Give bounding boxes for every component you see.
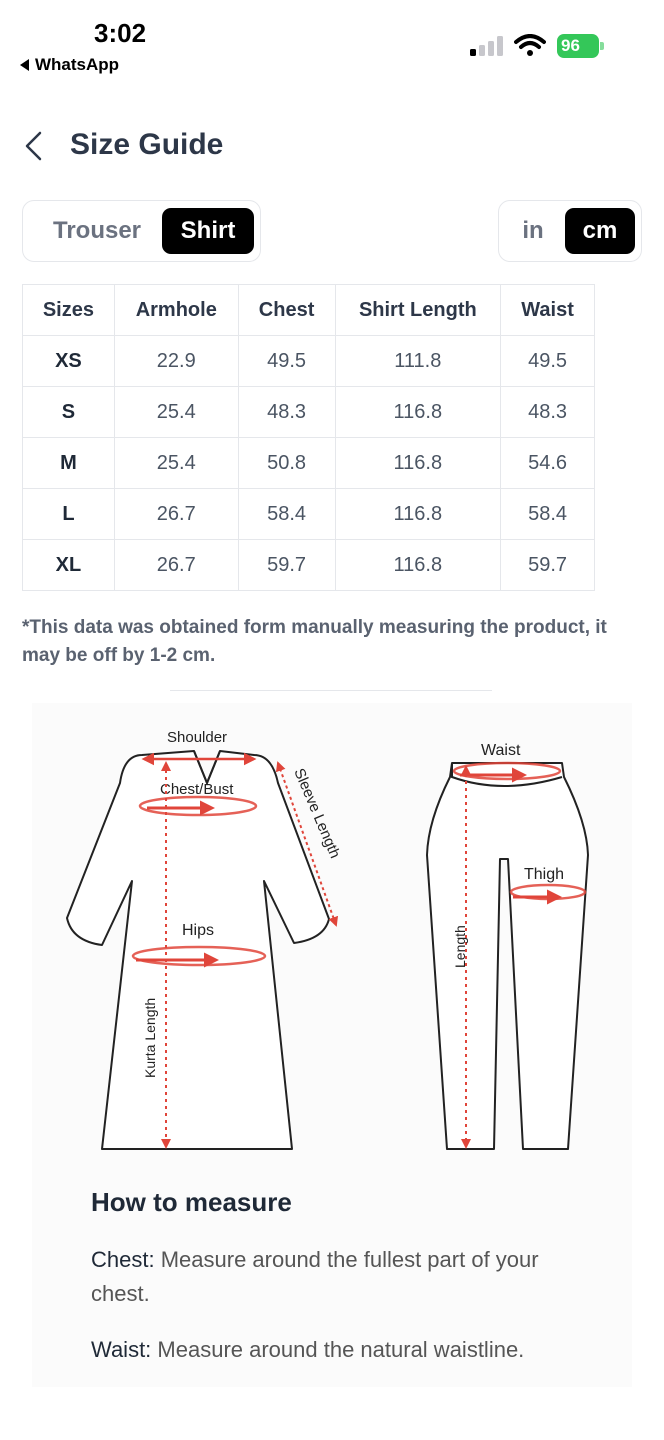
shirt-length-cell: 116.8 bbox=[335, 489, 501, 540]
size-table bbox=[22, 284, 595, 591]
battery-indicator bbox=[557, 34, 605, 58]
shoulder-label: Shoulder bbox=[167, 729, 228, 746]
chest-cell: 58.4 bbox=[238, 489, 335, 540]
shirt-length-cell: 111.8 bbox=[335, 336, 501, 387]
table-row bbox=[23, 489, 595, 540]
size-name-cell: S bbox=[23, 387, 115, 438]
thigh-label: Thigh bbox=[524, 866, 565, 883]
size-name-cell: XL bbox=[23, 540, 115, 591]
armhole-cell: 26.7 bbox=[114, 540, 238, 591]
size-name-cell: L bbox=[23, 489, 115, 540]
instruction-label: Waist: bbox=[91, 1337, 152, 1362]
cm-tab[interactable]: cm bbox=[565, 208, 635, 254]
armhole-cell: 22.9 bbox=[114, 336, 238, 387]
battery-tip-icon bbox=[600, 42, 604, 50]
waist-label: Waist bbox=[481, 742, 521, 759]
armhole-cell: 26.7 bbox=[114, 489, 238, 540]
chest-cell: 59.7 bbox=[238, 540, 335, 591]
waist-cell: 58.4 bbox=[501, 489, 595, 540]
kurta-outline-icon bbox=[67, 751, 329, 1149]
size-name-cell: M bbox=[23, 438, 115, 489]
instruction-text: Measure around the fullest part of your chest. bbox=[91, 1247, 539, 1306]
column-header: Armhole bbox=[114, 285, 238, 336]
page-title: Size Guide bbox=[70, 128, 224, 161]
header bbox=[0, 118, 664, 174]
back-triangle-icon bbox=[20, 59, 29, 71]
column-header: Sizes bbox=[23, 285, 115, 336]
column-header: Waist bbox=[501, 285, 595, 336]
column-header: Shirt Length bbox=[335, 285, 501, 336]
inches-tab[interactable]: in bbox=[522, 217, 544, 244]
garment-type-toggle bbox=[22, 200, 261, 262]
table-row bbox=[23, 387, 595, 438]
shirt-tab[interactable]: Shirt bbox=[162, 208, 254, 254]
wifi-icon bbox=[514, 34, 546, 56]
how-to-measure-title: How to measure bbox=[91, 1187, 292, 1217]
length-label: Length bbox=[452, 925, 468, 968]
instruction-text: Measure around the natural waistline. bbox=[151, 1337, 525, 1362]
armhole-cell: 25.4 bbox=[114, 387, 238, 438]
waist-instruction bbox=[91, 1333, 591, 1367]
back-chevron-icon[interactable] bbox=[22, 130, 46, 162]
trouser-tab[interactable]: Trouser bbox=[52, 217, 142, 244]
unit-toggle bbox=[498, 200, 642, 262]
waist-cell: 59.7 bbox=[501, 540, 595, 591]
kurta-length-label: Kurta Length bbox=[142, 997, 158, 1078]
status-bar bbox=[0, 0, 664, 84]
measurement-guide-card bbox=[32, 703, 632, 1387]
measurement-note: *This data was obtained form manually measuring the product, it may be off by 1-2 cm. bbox=[22, 617, 607, 666]
table-header-row bbox=[23, 285, 595, 336]
chest-cell: 48.3 bbox=[238, 387, 335, 438]
hips-label: Hips bbox=[182, 922, 215, 939]
back-app-label: WhatsApp bbox=[35, 55, 120, 74]
cellular-signal-icon bbox=[470, 36, 506, 56]
back-to-app-link[interactable] bbox=[20, 55, 119, 75]
armhole-cell: 25.4 bbox=[114, 438, 238, 489]
waist-cell: 49.5 bbox=[501, 336, 595, 387]
table-row bbox=[23, 336, 595, 387]
table-row bbox=[23, 540, 595, 591]
divider bbox=[170, 690, 492, 691]
shirt-length-cell: 116.8 bbox=[335, 540, 501, 591]
chest-instruction bbox=[91, 1243, 591, 1311]
column-header: Chest bbox=[238, 285, 335, 336]
sleeve-length-label: Sleeve Length bbox=[290, 765, 344, 861]
shirt-length-cell: 116.8 bbox=[335, 438, 501, 489]
measurement-diagram bbox=[32, 703, 632, 1173]
battery-level: 96 bbox=[557, 34, 599, 58]
shirt-length-cell: 116.8 bbox=[335, 387, 501, 438]
waist-cell: 48.3 bbox=[501, 387, 595, 438]
waist-cell: 54.6 bbox=[501, 438, 595, 489]
chest-cell: 50.8 bbox=[238, 438, 335, 489]
chest-cell: 49.5 bbox=[238, 336, 335, 387]
status-time: 3:02 bbox=[94, 18, 147, 48]
chest-bust-label: Chest/Bust bbox=[160, 781, 234, 798]
table-row bbox=[23, 438, 595, 489]
size-name-cell: XS bbox=[23, 336, 115, 387]
instruction-label: Chest: bbox=[91, 1247, 155, 1272]
